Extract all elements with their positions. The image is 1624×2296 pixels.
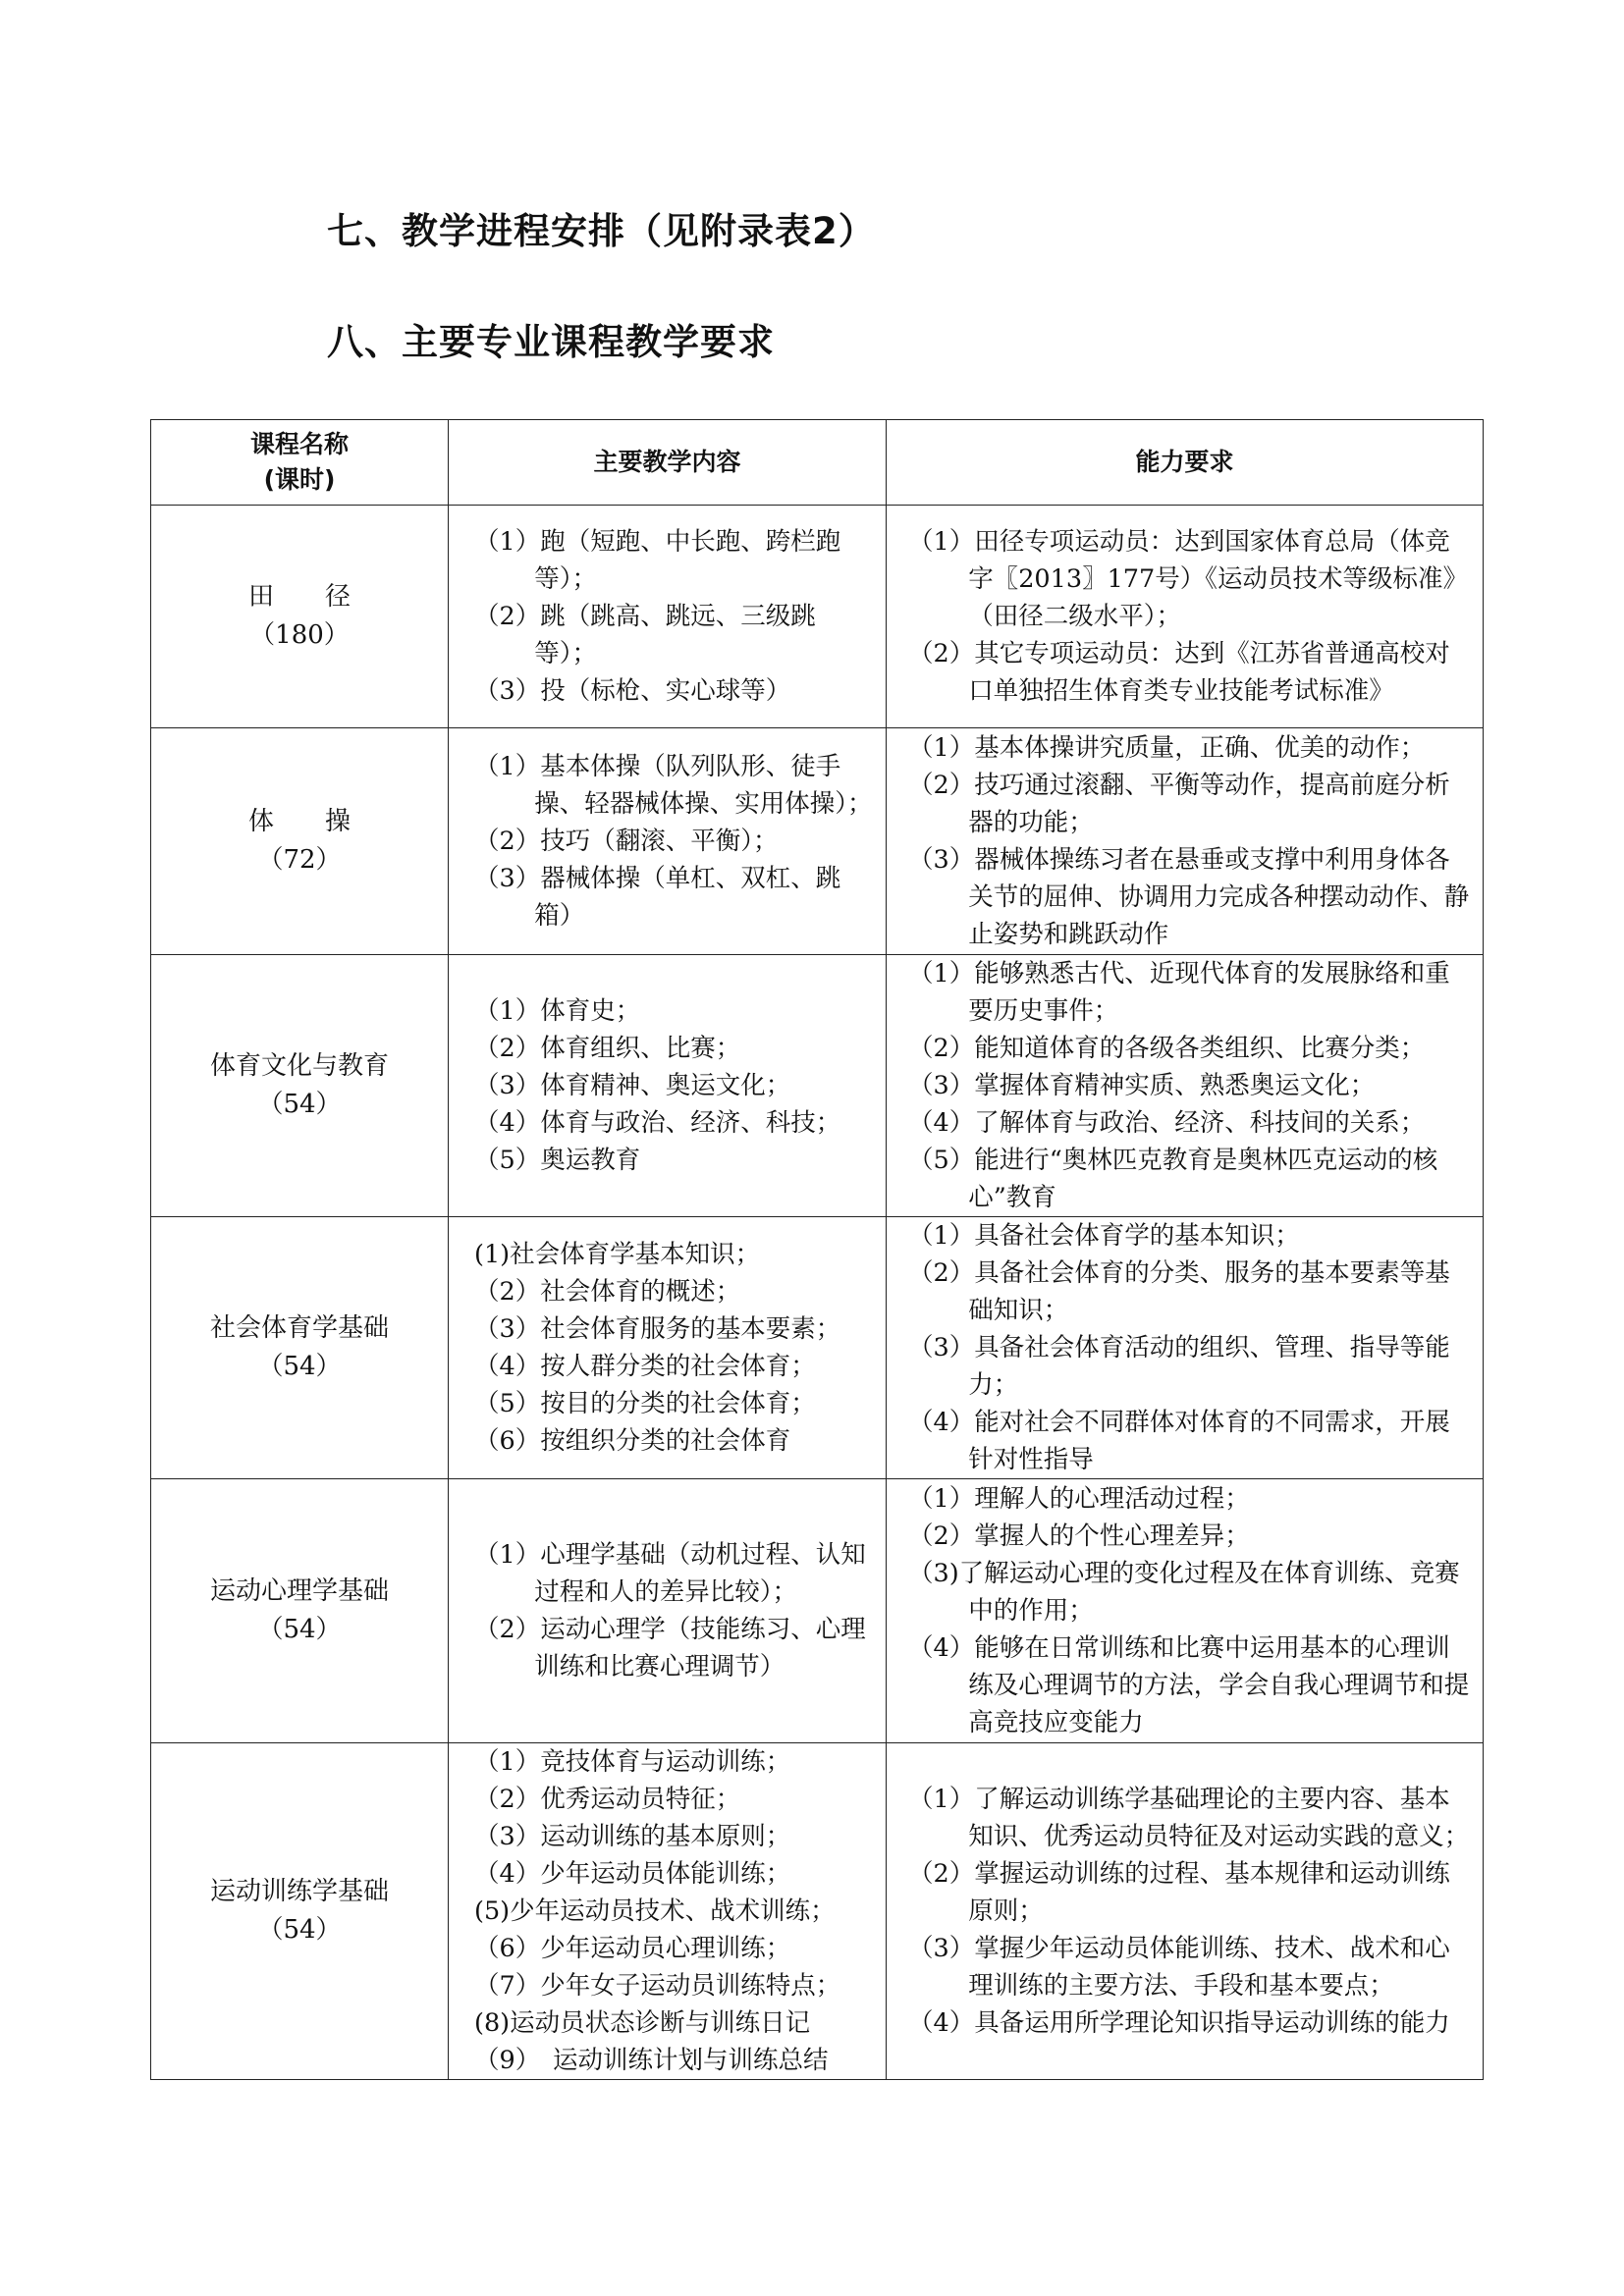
ability-requirement-cell: [887, 955, 1484, 1217]
table-row: [151, 1479, 1484, 1743]
content-item: （1）竞技体育与运动训练；: [474, 1747, 791, 1777]
course-name: 田 径: [247, 582, 351, 612]
course-hours: （54）: [257, 1615, 342, 1644]
requirement-item: （1）基本体操讲究质量，正确、优美的动作；: [908, 733, 1426, 763]
requirement-item: （2）掌握运动训练的过程、基本规律和运动训练原则；: [908, 1859, 1450, 1926]
course-requirements-table: [150, 419, 1484, 2080]
ability-requirement-cell: [887, 1217, 1484, 1479]
course-name-cell: [151, 506, 449, 728]
requirement-item: （1）田径专项运动员：达到国家体育总局（体竞字〖2013〗177号）《运动员技术等级标准》（田径二级水平）；: [908, 527, 1469, 631]
content-item: (8)运动员状态诊断与训练日记: [474, 2008, 811, 2038]
course-name: 体育文化与教育: [209, 1051, 389, 1081]
content-item: （5）奥运教育: [474, 1146, 641, 1175]
course-name-cell: [151, 728, 449, 955]
course-hours: （54）: [257, 1090, 342, 1119]
course-content-cell: [449, 728, 887, 955]
ability-requirement-cell: [887, 728, 1484, 955]
header-ability-requirement: 能力要求: [887, 420, 1484, 506]
content-item: （7）少年女子运动员训练特点；: [474, 1971, 841, 2001]
course-name-cell: [151, 1479, 449, 1743]
content-item: （3）运动训练的基本原则；: [474, 1822, 791, 1851]
requirement-item: （5）能进行“奥林匹克教育是奥林匹克运动的核心”教育: [908, 1146, 1438, 1212]
content-item: （1）跑（短跑、中长跑、跨栏跑等）；: [474, 527, 841, 594]
table-header-row: [151, 420, 1484, 506]
course-content-cell: [449, 1479, 887, 1743]
requirement-item: （3)了解运动心理的变化过程及在体育训练、竞赛中的作用；: [908, 1559, 1460, 1626]
section-heading-teaching-schedule: 七、教学进程安排（见附录表2）: [327, 210, 876, 252]
course-content-cell: [449, 955, 887, 1217]
course-name-cell: [151, 1217, 449, 1479]
requirement-item: （2）其它专项运动员：达到《江苏省普通高校对口单独招生体育类专业技能考试标准》: [908, 639, 1450, 706]
requirement-item: （3）掌握体育精神实质、熟悉奥运文化；: [908, 1071, 1376, 1100]
requirement-item: （4）能够在日常训练和比赛中运用基本的心理训练及心理调节的方法，学会自我心理调节和提高竞技应变能力: [908, 1633, 1470, 1737]
table-row: [151, 506, 1484, 728]
requirement-item: （2）具备社会体育的分类、服务的基本要素等基础知识；: [908, 1258, 1450, 1325]
header-course-name-label: 课程名称: [249, 430, 349, 458]
content-item: （4）按人群分类的社会体育；: [474, 1352, 816, 1381]
table-row: [151, 1217, 1484, 1479]
content-item: （3）社会体育服务的基本要素；: [474, 1314, 841, 1344]
content-item: （3）体育精神、奥运文化；: [474, 1071, 791, 1100]
header-course-hours-label: (课时): [263, 465, 336, 494]
course-name: 运动训练学基础: [209, 1877, 389, 1906]
content-item: （1）体育史；: [474, 996, 641, 1026]
header-main-content: 主要教学内容: [449, 420, 887, 506]
table-row: [151, 1743, 1484, 2080]
header-course-name: [151, 420, 449, 506]
content-item: （4）少年运动员体能训练；: [474, 1859, 791, 1889]
course-name: 社会体育学基础: [209, 1313, 389, 1343]
content-item: （6）按组织分类的社会体育: [474, 1426, 791, 1456]
requirement-item: （4）具备运用所学理论知识指导运动训练的能力: [908, 2008, 1450, 2038]
course-hours: （54）: [257, 1915, 342, 1945]
requirement-item: （4）了解体育与政治、经济、科技间的关系；: [908, 1108, 1426, 1138]
content-item: (1)社会体育学基本知识；: [474, 1240, 761, 1269]
course-hours: （72）: [257, 845, 342, 875]
content-item: （6）少年运动员心理训练；: [474, 1934, 791, 1963]
requirement-item: （3）具备社会体育活动的组织、管理、指导等能力；: [908, 1333, 1450, 1400]
ability-requirement-cell: [887, 1479, 1484, 1743]
requirement-item: （2）掌握人的个性心理差异；: [908, 1522, 1250, 1551]
requirement-item: （1）了解运动训练学基础理论的主要内容、基本知识、优秀运动员特征及对运动实践的意义；: [908, 1785, 1470, 1851]
table-row: [151, 955, 1484, 1217]
content-item: （2）体育组织、比赛；: [474, 1034, 741, 1063]
course-name: 体 操: [247, 807, 351, 836]
ability-requirement-cell: [887, 1743, 1484, 2080]
requirement-item: （1）能够熟悉古代、近现代体育的发展脉络和重要历史事件；: [908, 959, 1450, 1026]
course-name: 运动心理学基础: [209, 1576, 389, 1606]
course-name-cell: [151, 955, 449, 1217]
content-item: （1）基本体操（队列队形、徒手操、轻器械体操、实用体操）；: [474, 752, 873, 819]
requirement-item: （2）能知道体育的各级各类组织、比赛分类；: [908, 1034, 1426, 1063]
content-item: （5）按目的分类的社会体育；: [474, 1389, 816, 1418]
requirement-item: （3）掌握少年运动员体能训练、技术、战术和心理训练的主要方法、手段和基本要点；: [908, 1934, 1450, 2001]
requirement-item: （3）器械体操练习者在悬垂或支撑中利用身体各关节的屈伸、协调用力完成各种摆动动作、静止姿势和跳跃动作: [908, 845, 1470, 949]
course-content-cell: [449, 506, 887, 728]
content-item: (5)少年运动员技术、战术训练；: [474, 1896, 836, 1926]
course-name-cell: [151, 1743, 449, 2080]
section-heading-course-requirements: 八、主要专业课程教学要求: [327, 321, 775, 363]
course-hours: （180）: [249, 620, 350, 650]
requirement-item: （1）具备社会体育学的基本知识；: [908, 1221, 1300, 1251]
content-item: （3）投（标枪、实心球等）: [474, 676, 791, 706]
content-item: （2）运动心理学（技能练习、心理训练和比赛心理调节）: [474, 1615, 866, 1682]
requirement-item: （2）技巧通过滚翻、平衡等动作，提高前庭分析器的功能；: [908, 771, 1450, 837]
content-item: （2）跳（跳高、跳远、三级跳等）；: [474, 602, 816, 668]
content-item: （2）优秀运动员特征；: [474, 1785, 741, 1814]
course-content-cell: [449, 1217, 887, 1479]
requirement-item: （1）理解人的心理活动过程；: [908, 1484, 1250, 1514]
content-item: （3）器械体操（单杠、双杠、跳箱）: [474, 864, 841, 931]
content-item: （2）技巧（翻滚、平衡）；: [474, 827, 779, 856]
content-item: （1）心理学基础（动机过程、认知过程和人的差异比较）；: [474, 1540, 866, 1607]
requirement-item: （4）能对社会不同群体对体育的不同需求，开展针对性指导: [908, 1408, 1450, 1474]
content-item: （4）体育与政治、经济、科技；: [474, 1108, 841, 1138]
table-row: [151, 728, 1484, 955]
ability-requirement-cell: [887, 506, 1484, 728]
content-item: （2）社会体育的概述；: [474, 1277, 741, 1307]
content-item: （9） 运动训练计划与训练总结: [474, 2046, 829, 2075]
course-hours: （54）: [257, 1352, 342, 1381]
course-content-cell: [449, 1743, 887, 2080]
